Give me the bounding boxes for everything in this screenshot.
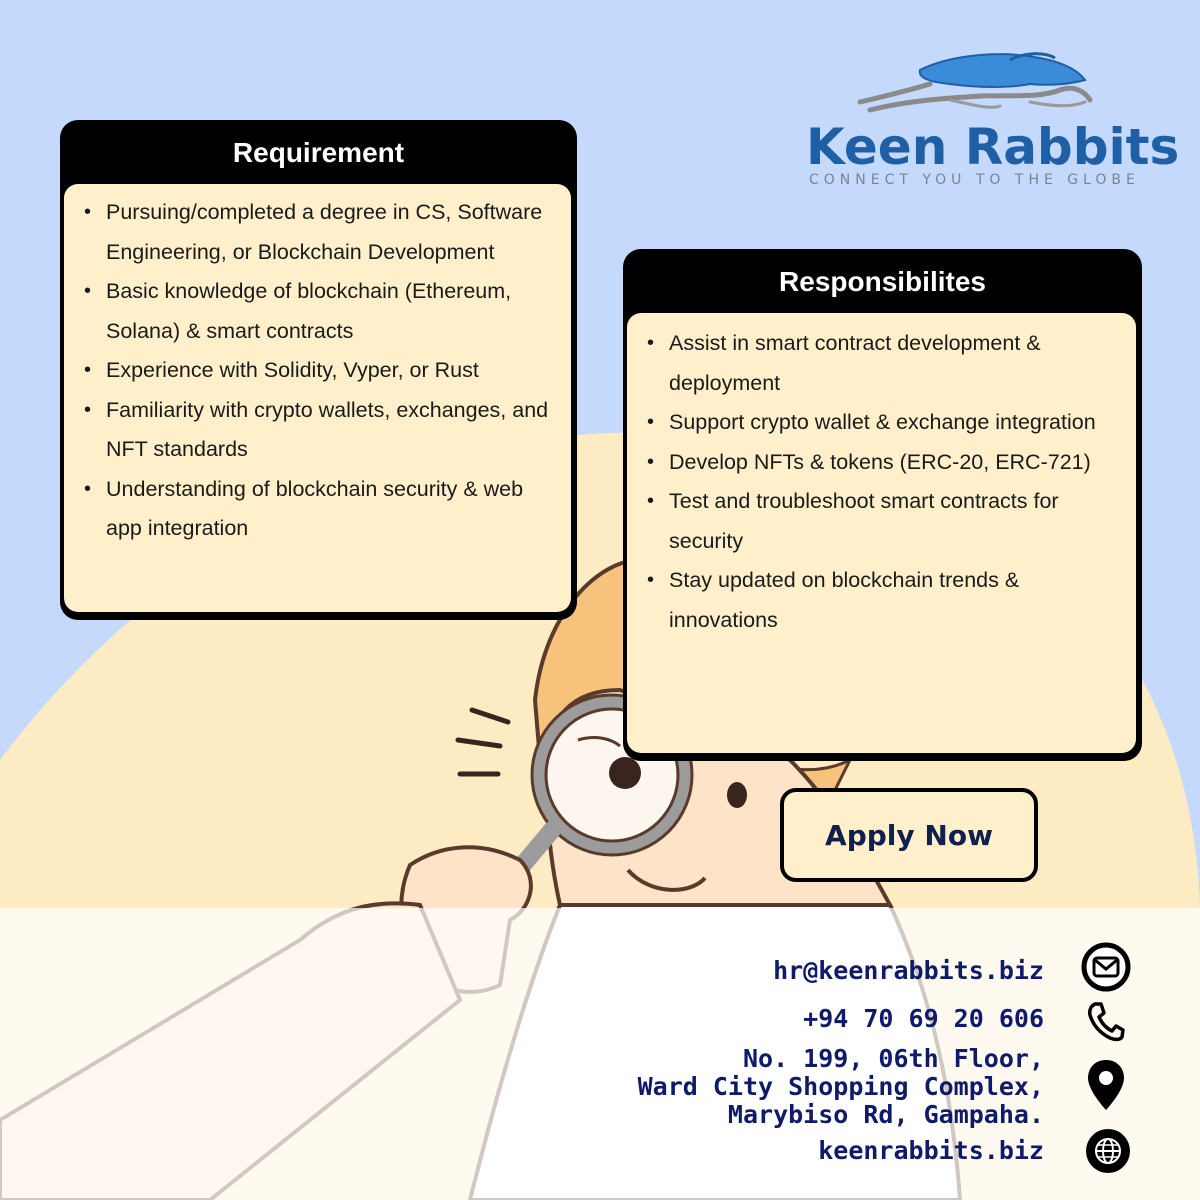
eye	[609, 757, 641, 789]
brand-logo	[800, 40, 1180, 200]
address-line: Ward City Shopping Complex,	[637, 1072, 1044, 1101]
address-line: No. 199, 06th Floor,	[742, 1044, 1044, 1073]
list-item: • Understanding of blockchain security & web app integration	[64, 470, 571, 549]
list-item: • Assist in smart contract development & deployment	[627, 324, 1136, 403]
responsibilities-card	[623, 249, 1142, 761]
list-item: • Experience with Solidity, Vyper, or Rust	[64, 351, 571, 391]
contact-phone[interactable]: +94 70 69 20 606	[803, 1004, 1044, 1033]
location-pin-icon	[1086, 1058, 1126, 1112]
globe-icon	[1085, 1128, 1131, 1174]
rabbit-logo-icon	[800, 40, 1140, 120]
eye-right	[727, 782, 747, 808]
list-item: • Familiarity with crypto wallets, exchanges, and NFT standards	[64, 391, 571, 470]
requirement-list	[64, 184, 571, 549]
list-item: • Test and troubleshoot smart contracts for security	[627, 482, 1136, 561]
apply-now-button[interactable]: Apply Now	[780, 788, 1038, 882]
contact-email[interactable]: hr@keenrabbits.biz	[773, 956, 1044, 985]
contact-website[interactable]: keenrabbits.biz	[818, 1136, 1044, 1165]
brand-tagline: CONNECT YOU TO THE GLOBE	[809, 172, 1140, 188]
responsibilities-title: Responsibilites	[779, 266, 986, 297]
list-item: • Basic knowledge of blockchain (Ethereum, Solana) & smart contracts	[64, 272, 571, 351]
list-item: • Develop NFTs & tokens (ERC-20, ERC-721)	[627, 443, 1136, 483]
contact-address	[638, 1045, 1044, 1129]
address-line: Marybiso Rd, Gampaha.	[727, 1100, 1044, 1129]
list-item: • Support crypto wallet & exchange integration	[627, 403, 1136, 443]
requirement-card	[60, 120, 577, 620]
brand-name: Keen Rabbits	[806, 118, 1180, 176]
envelope-icon	[1081, 942, 1131, 992]
responsibilities-body	[627, 313, 1136, 753]
requirement-title: Requirement	[232, 137, 405, 168]
list-item: • Pursuing/completed a degree in CS, Software Engineering, or Blockchain Development	[64, 193, 571, 272]
responsibilities-list	[627, 313, 1136, 640]
requirement-body	[64, 184, 571, 612]
list-item: • Stay updated on blockchain trends & innovations	[627, 561, 1136, 640]
phone-icon	[1085, 1000, 1125, 1042]
